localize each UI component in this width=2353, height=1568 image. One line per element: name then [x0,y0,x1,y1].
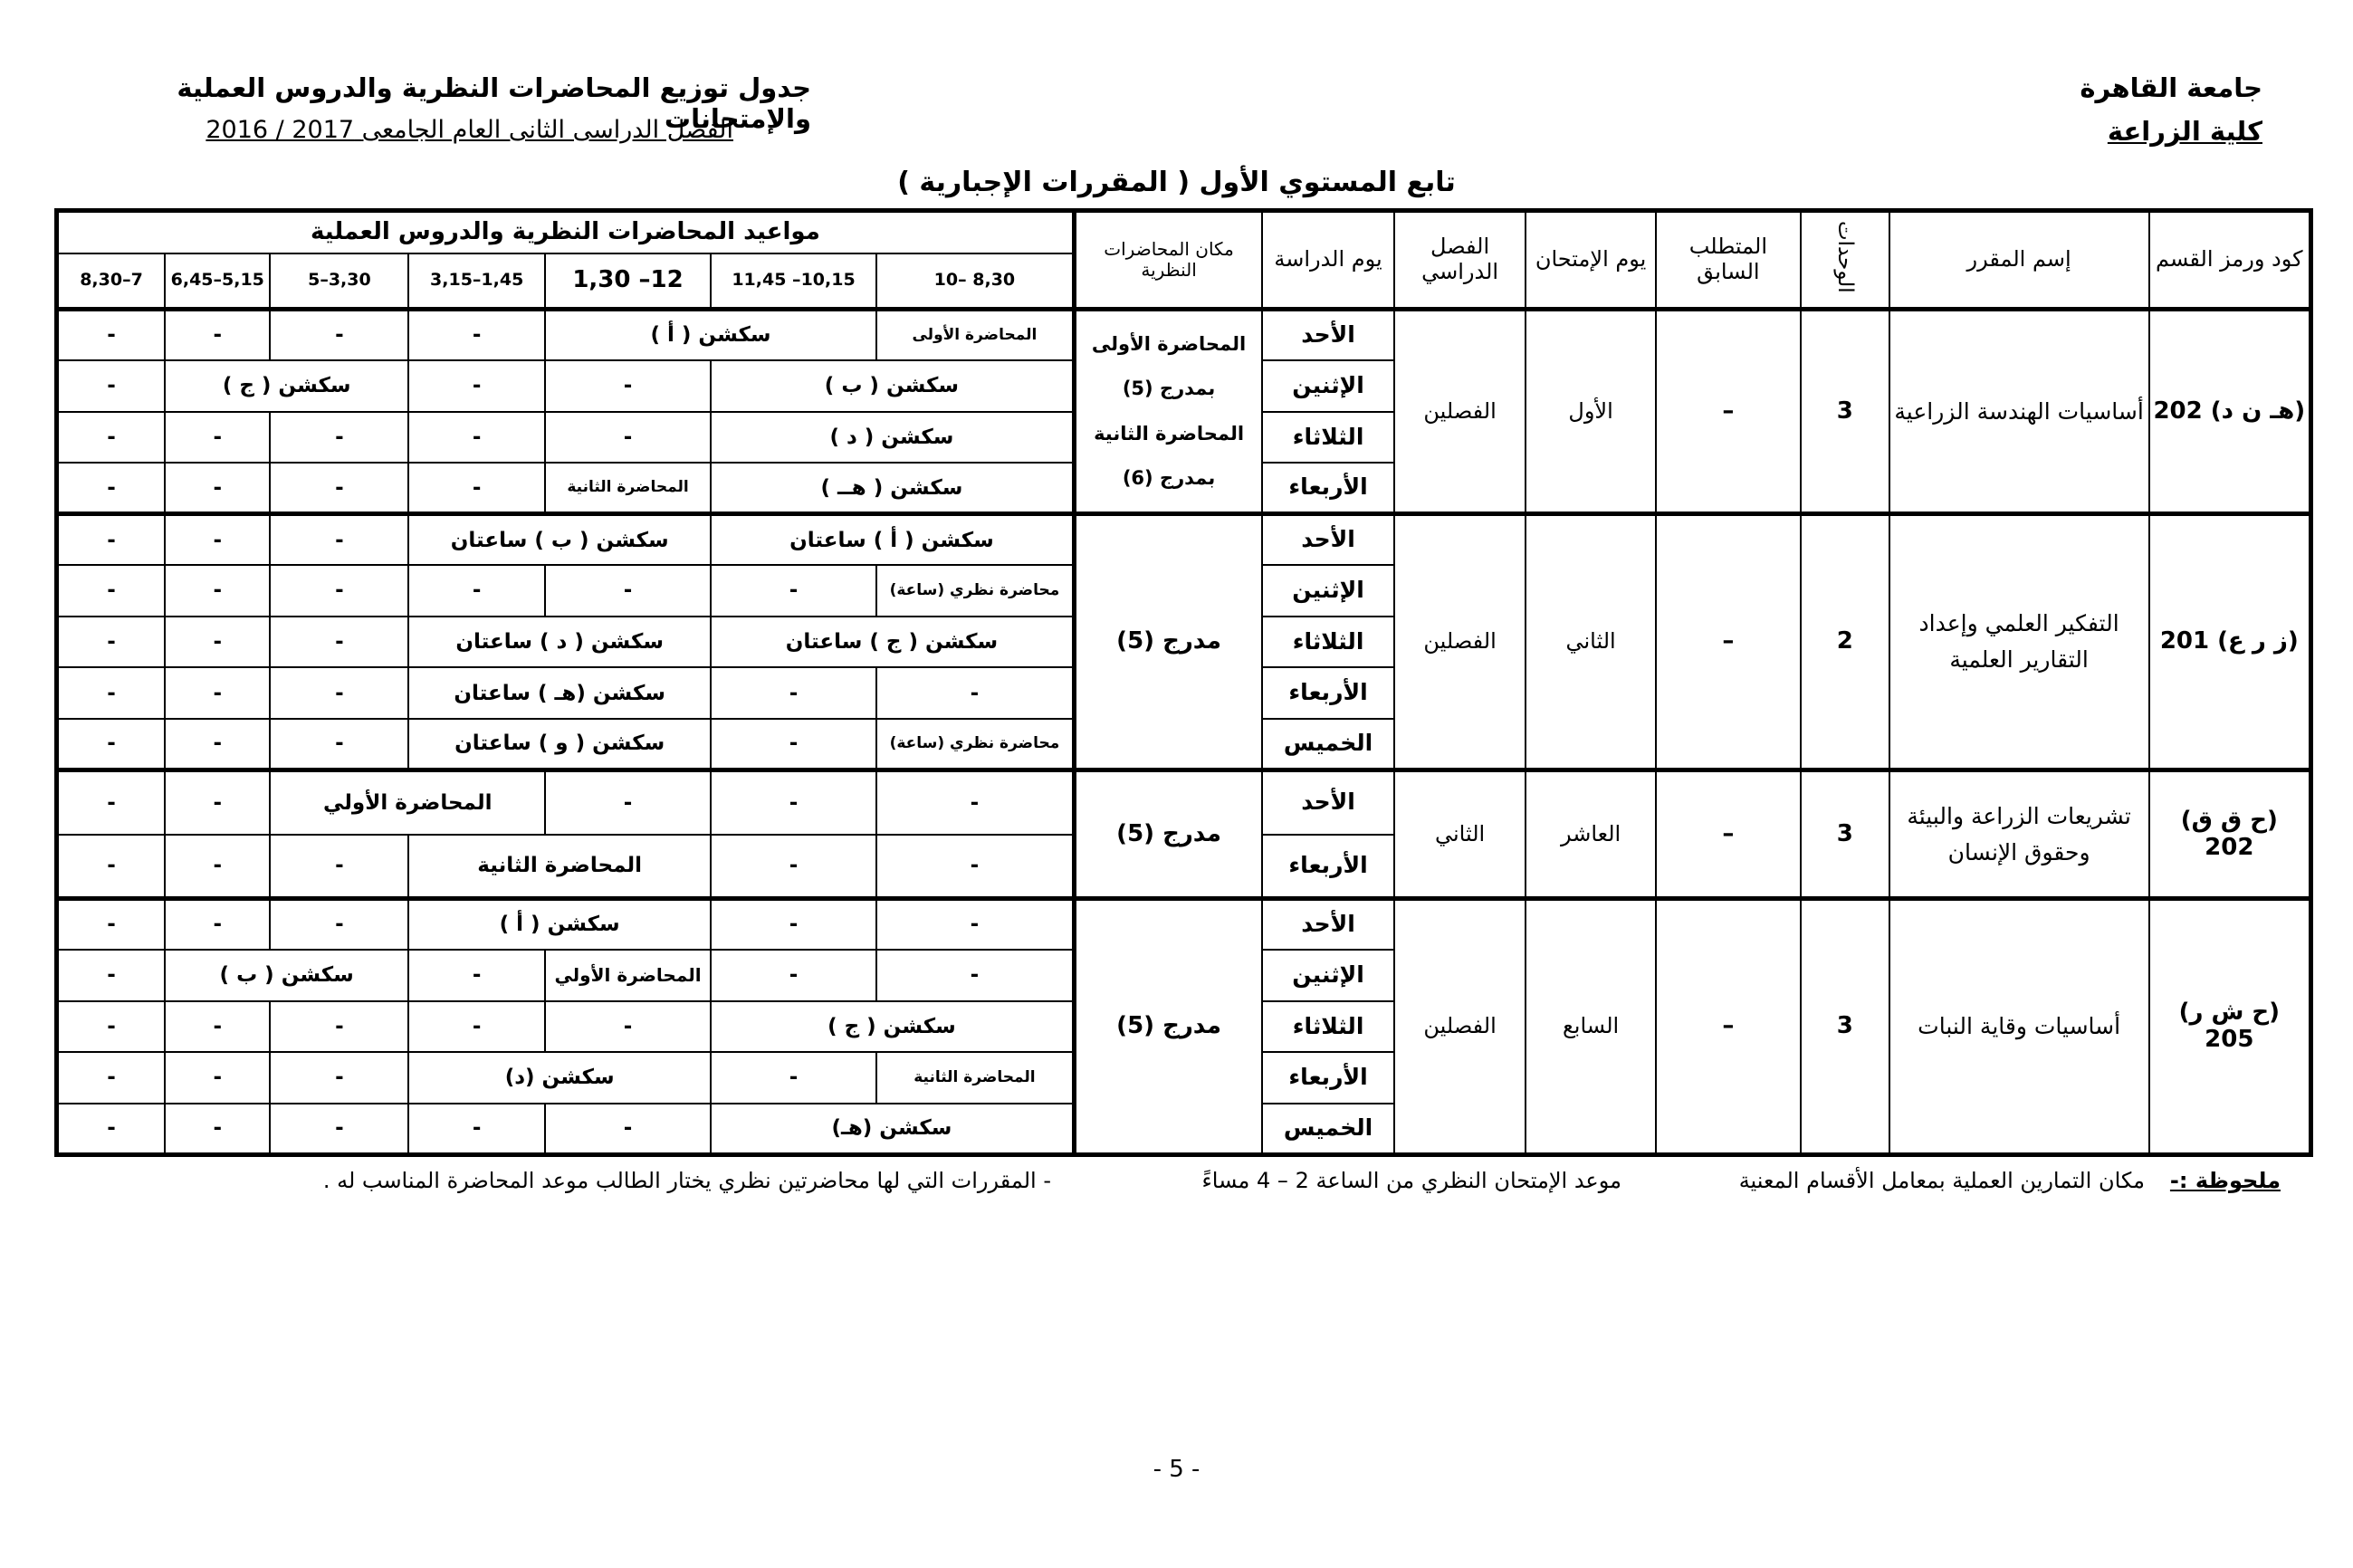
cell: - [165,770,270,835]
cell: - [711,950,876,1001]
cell: - [270,1001,408,1053]
cell: - [270,667,408,719]
study-day: الإثنين [1262,565,1394,617]
cell: - [408,1104,545,1155]
cell: - [57,360,166,412]
col-header-course-name: إسم المقرر [1889,211,2149,310]
cell: - [408,360,545,412]
cell: - [545,770,711,835]
cell: - [408,310,545,361]
cell: - [165,514,270,566]
study-day: الثلاثاء [1262,1001,1394,1053]
cell: - [408,412,545,464]
note-label: ملحوظة :- [2169,1168,2281,1193]
study-day: الأحد [1262,514,1394,566]
semester-cell: الفصلين [1394,514,1526,770]
cell: - [57,899,166,951]
cell: - [270,463,408,514]
cell: - [270,310,408,361]
cell: - [711,719,876,770]
col-header-units [1801,211,1889,310]
cell: - [165,719,270,770]
study-day: الثلاثاء [1262,412,1394,464]
time-slot-6: 5,15–6,45 [165,253,270,310]
exam-day-cell: السابع [1526,899,1655,1155]
schedule-table [54,208,2313,1157]
study-day: الأربعاء [1262,667,1394,719]
cell: - [711,1052,876,1104]
semester-cell: الفصلين [1394,899,1526,1155]
exam-day-cell: الأول [1526,310,1655,514]
study-day: الثلاثاء [1262,617,1394,668]
cell: - [876,950,1074,1001]
cell: - [57,1001,166,1053]
cell: سكشن ( أ ) ساعتان [711,514,1074,566]
cell: - [57,667,166,719]
cell: - [876,835,1074,899]
cell: سكشن ( د ) [711,412,1074,464]
cell: - [165,899,270,951]
note-two-lectures: - المقررات التي لها محاضرتين نظري يختار الطالب موعد المحاضرة المناسب له . [322,1168,1051,1193]
col-header-prereq: المتطلب السابق [1656,211,1801,310]
semester-cell: الفصلين [1394,310,1526,514]
course-code-cell: (ح ش ر) 205 [2149,899,2311,1155]
cell: - [270,617,408,668]
cell: - [165,617,270,668]
cell: سكشن ( أ ) [545,310,876,361]
cell: - [57,514,166,566]
academic-year: 2016 / 2017 [206,116,355,144]
cell: - [57,412,166,464]
cell: - [408,565,545,617]
cell: - [165,310,270,361]
semester-cell: الثاني [1394,770,1526,899]
units-cell: 3 [1801,770,1889,899]
course-name-cell: أساسيات الهندسة الزراعية [1889,310,2149,514]
cell: - [545,565,711,617]
cell: سكشن ( ج ) [165,360,408,412]
cell: سكشن ( ب ) [165,950,408,1001]
cell: المحاضرة الأولى [876,310,1074,361]
cell: - [270,835,408,899]
study-day: الخميس [1262,719,1394,770]
study-day: الإثنين [1262,950,1394,1001]
prereq-cell: – [1656,514,1801,770]
place-line: بمدرج (6) [1122,466,1216,489]
col-header-study-day: يوم الدراسة [1262,211,1394,310]
study-day: الإثنين [1262,360,1394,412]
time-slot-5: 3,30–5 [270,253,408,310]
cell: - [165,667,270,719]
cell: محاضرة نظري (ساعة) [876,565,1074,617]
cell: سكشن ( ب ) ساعتان [408,514,711,566]
col-header-code: كود ورمز القسم [2149,211,2311,310]
cell: - [57,1104,166,1155]
place-line: المحاضرة الثانية [1094,422,1245,445]
course-name-cell: تشريعات الزراعة والبيئة وحقوق الإنسان [1889,770,2149,899]
exam-day-cell: العاشر [1526,770,1655,899]
cell: المحاضرة الأولي [270,770,545,835]
study-day: الأربعاء [1262,463,1394,514]
note-exam-time: موعد الإمتحان النظري من الساعة 2 – 4 مساءً [1201,1168,1621,1193]
units-cell: 3 [1801,310,1889,514]
prereq-cell: – [1656,899,1801,1155]
cell: - [270,412,408,464]
cell: - [57,463,166,514]
prereq-cell: – [1656,310,1801,514]
course-name-cell: أساسيات وقاية النبات [1889,899,2149,1155]
cell: - [165,835,270,899]
section-title: تابع المستوي الأول ( المقررات الإجبارية ) [897,167,1456,198]
cell: - [57,1052,166,1104]
place-line: المحاضرة الأولى [1091,332,1247,355]
cell: - [270,719,408,770]
cell: - [711,770,876,835]
university-name: جامعة القاهرة [2080,72,2262,103]
cell: - [876,667,1074,719]
cell: سكشن ( ب ) [711,360,1074,412]
cell: - [165,565,270,617]
cell: - [711,835,876,899]
cell: - [57,719,166,770]
cell: - [270,514,408,566]
time-slot-3: 12– 1,30 [545,253,711,310]
lecture-place-cell: مدرج (5) [1074,899,1262,1155]
cell: - [876,770,1074,835]
cell: المحاضرة الثانية [545,463,711,514]
time-slot-7: 7–8,30 [57,253,166,310]
cell: - [165,463,270,514]
cell: سكشن ( د ) ساعتان [408,617,711,668]
schedule-group-header: مواعيد المحاضرات النظرية والدروس العملية [57,211,1075,253]
cell: - [711,899,876,951]
lecture-place-cell: مدرج (5) [1074,770,1262,899]
study-day: الأحد [1262,899,1394,951]
cell: المحاضرة الثانية [408,835,711,899]
units-cell: 2 [1801,514,1889,770]
semester-text: الفصل الدراسى الثانى العام الجامعى [361,116,733,144]
cell: - [57,835,166,899]
course-code-cell: (ح ق ق) 202 [2149,770,2311,899]
cell: سكشن ( هــ ) [711,463,1074,514]
course-name-cell: التفكير العلمي وإعداد التقارير العلمية [1889,514,2149,770]
cell: - [711,565,876,617]
cell: - [57,950,166,1001]
study-day: الأحد [1262,310,1394,361]
cell: - [57,565,166,617]
cell: المحاضرة الثانية [876,1052,1074,1104]
cell: - [408,463,545,514]
cell: - [57,617,166,668]
cell: - [711,667,876,719]
exam-day-cell: الثاني [1526,514,1655,770]
lecture-place-cell [1074,310,1262,514]
study-day: الأحد [1262,770,1394,835]
faculty-name: كلية الزراعة [2107,116,2262,147]
cell: - [270,1104,408,1155]
cell: - [165,1104,270,1155]
cell: - [545,1104,711,1155]
document-title: جدول توزيع المحاضرات النظرية والدروس العملية والإمتحانات [177,72,811,134]
semester-line [168,116,733,144]
cell: - [545,1001,711,1053]
cell: - [57,310,166,361]
time-slot-4: 1,45–3,15 [408,253,545,310]
cell: - [876,899,1074,951]
time-slot-1: 8,30 –10 [876,253,1074,310]
cell: - [545,360,711,412]
cell: - [57,770,166,835]
cell: - [165,412,270,464]
cell: - [165,1001,270,1053]
place-line: بمدرج (5) [1122,378,1216,400]
course-code-cell: (ز ر ع) 201 [2149,514,2311,770]
col-header-semester: الفصل الدراسي [1394,211,1526,310]
col-header-lecture-place: مكان المحاضرات النظرية [1074,211,1262,310]
cell: - [545,412,711,464]
prereq-cell: – [1656,770,1801,899]
cell: سكشن ( ج ) ساعتان [711,617,1074,668]
col-header-exam-day: يوم الإمتحان [1526,211,1655,310]
cell: - [270,565,408,617]
cell: - [408,1001,545,1053]
cell: - [270,899,408,951]
time-slot-2: 10,15– 11,45 [711,253,876,310]
study-day: الأربعاء [1262,835,1394,899]
cell: المحاضرة الأولي [545,950,711,1001]
units-cell: 3 [1801,899,1889,1155]
cell: - [408,950,545,1001]
cell: - [270,1052,408,1104]
cell: محاضرة نظري (ساعة) [876,719,1074,770]
study-day: الأربعاء [1262,1052,1394,1104]
cell: سكشن ( و ) ساعتان [408,719,711,770]
lecture-place-cell: مدرج (5) [1074,514,1262,770]
units-header-label: الوحدات [1833,220,1857,293]
cell: سكشن ( ج ) [711,1001,1074,1053]
study-day: الخميس [1262,1104,1394,1155]
note-practical: مكان التمارين العملية بمعامل الأقسام المعنية [1738,1168,2145,1193]
cell: سكشن (د) [408,1052,711,1104]
cell: سكشن (هـ ) ساعتان [408,667,711,719]
page-number: - 5 - [1153,1456,1200,1483]
cell: سكشن (هـ) [711,1104,1074,1155]
cell: - [165,1052,270,1104]
course-code-cell: (هـ ن د) 202 [2149,310,2311,514]
cell: سكشن ( أ ) [408,899,711,951]
